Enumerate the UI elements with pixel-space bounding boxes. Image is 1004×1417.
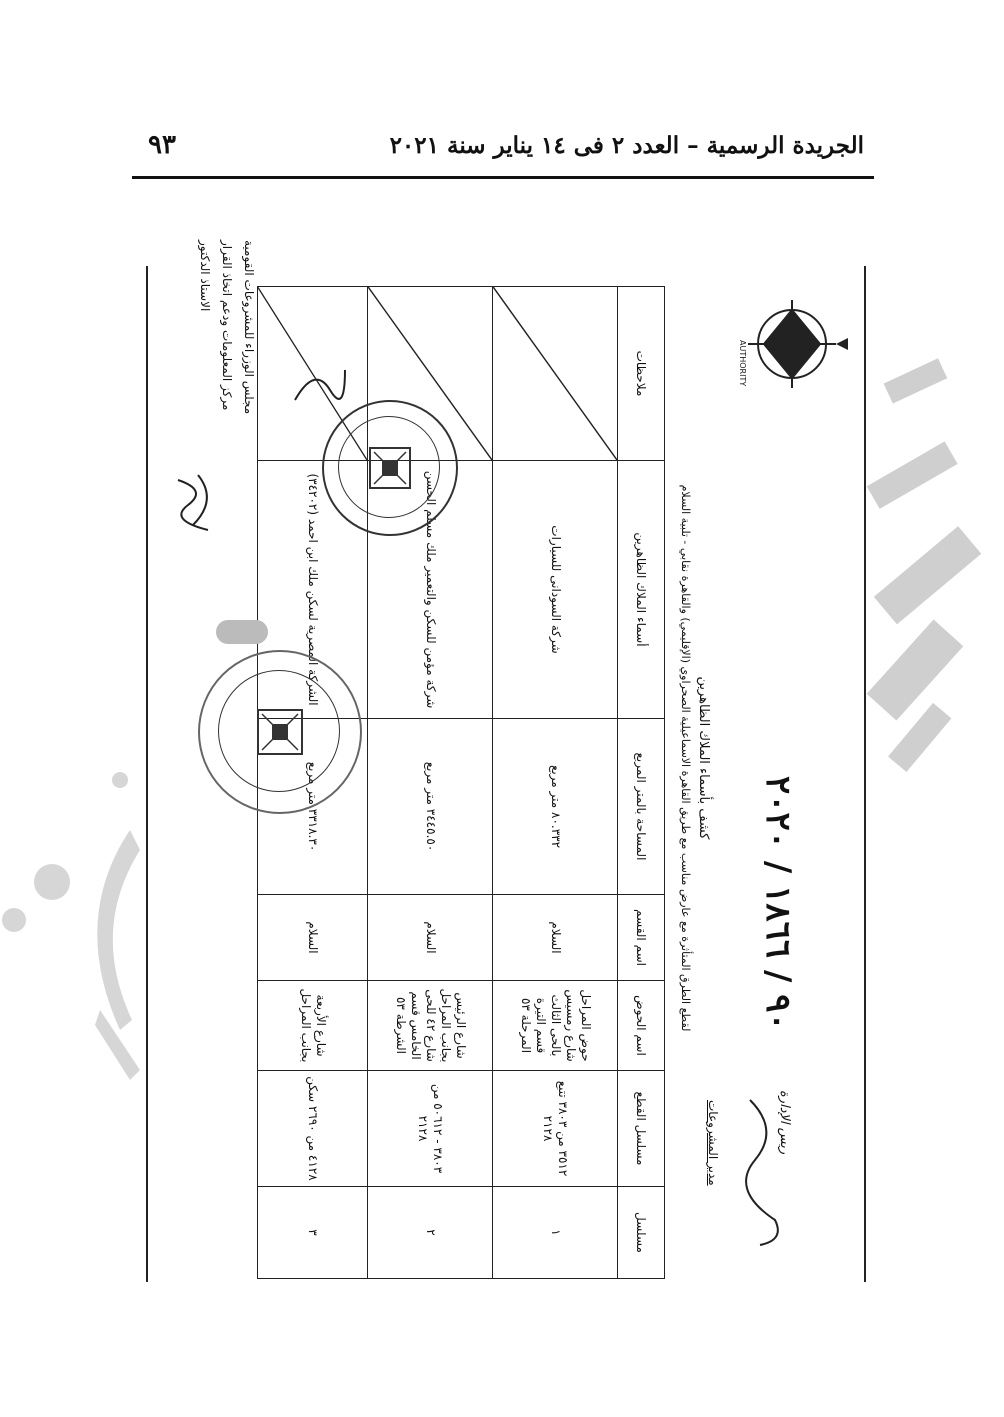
diagonal-line xyxy=(493,287,617,460)
signature-scribble xyxy=(168,470,228,540)
header-plot-serial: مسلسل القطع xyxy=(618,1071,665,1187)
cell-plot-serial: ٣٥١٢ من ٣٨٠٣ تتبع ٢١٢٨ xyxy=(493,1071,618,1187)
gazette-title: الجريدة الرسمية – العدد ٢ فى ١٤ يناير سنة ٢٠٢١ xyxy=(389,132,864,159)
cell-notes xyxy=(493,287,618,461)
cell-area: ٣٤٤٥.٥٠ متر مربع xyxy=(368,719,493,895)
cell-plot-serial: ٣٨٠٣ - ٥٠٦١٢ من ٢١٢٨ xyxy=(368,1071,493,1187)
document-title-line1: كشف بأسماء الملاك الظاهرين xyxy=(696,676,711,840)
header-owner: أسماء الملاك الظاهرين xyxy=(618,461,665,719)
cell-district: السلام xyxy=(258,895,368,981)
cell-plot-serial: ٤١٢٨ من ٢٦٩٠ سكن xyxy=(258,1071,368,1187)
document-title xyxy=(676,448,712,1068)
document-title-line2: لقطع الطرق المتأثرة مع عارض مناسب مع طريق القاهرة الاسماعيلية الصحراوي (الإقليمي) والقاهرة نقابي - تلبية السلام xyxy=(679,484,692,1032)
page-header xyxy=(132,128,874,168)
header-notes: ملاحظات xyxy=(618,287,665,461)
cell-owner: شركة السودانى للسيارات xyxy=(493,461,618,719)
header-basin: اسم الحوض xyxy=(618,981,665,1071)
header-serial: مسلسل xyxy=(618,1187,665,1279)
logo-text: AUTHORITY xyxy=(738,340,747,387)
table-row xyxy=(493,287,618,1279)
handwritten-reference xyxy=(740,776,800,1076)
watermark-emblem xyxy=(0,770,150,1100)
signature-label: مدير المشروعات xyxy=(706,1100,720,1186)
watermark xyxy=(845,310,995,830)
official-seal xyxy=(198,650,362,814)
page-number: ٩٣ xyxy=(148,130,176,160)
cell-district: السلام xyxy=(368,895,493,981)
cell-serial: ١ xyxy=(493,1187,618,1279)
official-seal xyxy=(322,400,458,536)
side-note-line: مركز المعلومات ودعم اتخاذ القرار xyxy=(220,240,234,411)
cell-owner: الشركة المصرية لسكن ملك ابن احمد (٣٤٢٠٢) xyxy=(258,461,368,719)
signature-title: ريس الإدارة xyxy=(777,1090,792,1155)
eagle-emblem-icon xyxy=(252,704,308,760)
cell-district: السلام xyxy=(493,895,618,981)
cell-area: ٨٠.٣٣٢ متر مربع xyxy=(493,719,618,895)
rectangle-stamp xyxy=(216,620,268,644)
eagle-emblem-icon xyxy=(364,442,416,494)
cell-owner: شركة مؤمن للسكن والتعمير ملك مسلم الحسن xyxy=(368,461,493,719)
watermark-logo xyxy=(845,310,995,830)
cell-serial: ٣ xyxy=(258,1187,368,1279)
handwritten-reference-text: ٩٠ / ١٨٦٦ / ٢٠٢٠ xyxy=(758,776,798,1031)
header-divider xyxy=(132,176,874,179)
cell-serial: ٢ xyxy=(368,1187,493,1279)
side-note-line: الاستاذ الدكتور xyxy=(198,240,212,312)
signature-scribble xyxy=(740,1090,790,1250)
cell-basin: حوض المراحل شارع رمسيس بالحى الثالث قسم التيرة المرحلة ٥٣ xyxy=(493,981,618,1071)
signature-scribble xyxy=(290,360,350,410)
cell-basin: شارع الرئيس بجانب المراحل شارع ٤٢ للحى الخامس قسم الشرطة ٥٣ xyxy=(368,981,493,1071)
header-district: اسم القسم xyxy=(618,895,665,981)
header-area: المساحة بالمتر المربع xyxy=(618,719,665,895)
side-notes xyxy=(150,240,260,470)
cell-area: ٣٣١٨.٣٠ متر مربع xyxy=(258,719,368,895)
table-header-row xyxy=(618,287,665,1279)
signature-block xyxy=(700,1080,820,1260)
cell-basin: شارع الأربعة بجانب المراحل xyxy=(258,981,368,1071)
side-note-line: مجلس الوزراء للمشروعات القومية xyxy=(242,240,256,415)
